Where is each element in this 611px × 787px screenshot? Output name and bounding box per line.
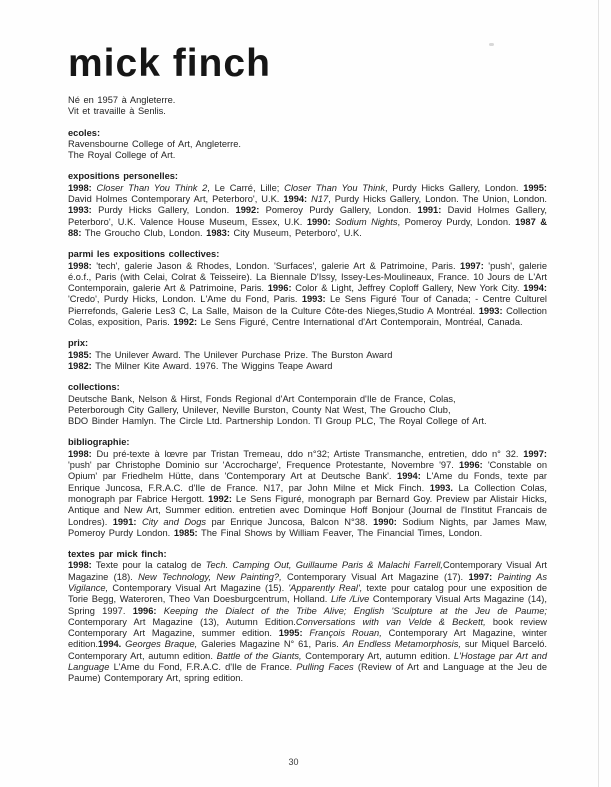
text-run: Contemporary Art Magazine, winter edition. — [68, 628, 547, 650]
title-run: Tech. Camping Out, Guillaume Paris & Malachi Farrell, — [205, 560, 444, 571]
text-run: book review Contemporary Art Magazine, summer edition. — [68, 616, 548, 639]
year-run: 1994: — [283, 194, 308, 205]
section-heading-expositions-collectives: parmi les expositions collectives: — [68, 249, 220, 260]
section-paragraph — [68, 449, 547, 539]
text-run: Contemporary Visual Art Magazine (15). — [108, 582, 289, 593]
text-run: Color & Light, Jeffrey Coploff Gallery, New York City. — [291, 283, 524, 294]
title-run: Battle of the Giants, — [216, 650, 302, 661]
text-run: The Groucho Club, London. — [81, 227, 207, 238]
text-run: par Enrique Juncosa, Balcon N°38. — [206, 516, 374, 527]
year-run: 1998: — [68, 448, 92, 459]
text-run: L'Ame du Fonds, texte par Enrique Juncosa, F.R.A.C. d'Ile de France. N17, par John Milne et Mick Finch. — [68, 471, 547, 493]
section-ecoles — [68, 128, 547, 162]
title-run: N17 — [311, 194, 329, 205]
section-paragraph — [68, 139, 547, 150]
year-run: 1994: — [397, 471, 421, 482]
text-run: La Collection Colas, monograph par Fabrice Hergott. — [68, 482, 548, 504]
year-run: 1991: — [417, 205, 442, 216]
text-run: Sodium Nights, par James Maw, Pomeroy Purdy London. — [68, 516, 547, 538]
year-run: 1994. — [97, 639, 122, 650]
year-run: 1996: — [267, 283, 292, 294]
text-run: , Purdy Hicks Gallery, London. — [384, 182, 524, 193]
text-run: Galeries Magazine N° 61, Paris. — [197, 639, 343, 650]
sections — [68, 128, 547, 685]
text-run: sur Miquel Barceló. Contemporary Art, autumn edition. — [68, 639, 548, 661]
year-run: 1990: — [306, 216, 331, 227]
text-run: L'Ame du Fond, F.R.A.C. d'Ile de France. — [109, 662, 297, 673]
section-paragraph — [68, 560, 547, 684]
intro-line-residence: Vit et travaille à Senlis. — [68, 106, 166, 117]
year-run: 1995: — [278, 628, 303, 639]
year-run: 1993. — [429, 482, 453, 493]
text-run: Du pré-texte à lœvre par Tristan Tremeau, ddo n°32; Artiste Transmanche, entretien, ddo n° 32. — [91, 448, 524, 459]
section-textes-par-mick-finch — [68, 549, 547, 685]
year-run: 1992: — [208, 493, 232, 504]
text-run: 'push', galerie é.o.f., Paris (with Celai, Colrat & Teisseire). La Biennale D'Issy, Issey-Les-Moulineaux, France. 10 Jours de L'Art Contemporain, galerie Art & Patrimoine, Paris. — [68, 260, 547, 294]
year-run: 1996: — [458, 460, 483, 471]
year-run: 1985: — [173, 527, 198, 538]
section-paragraph — [68, 261, 547, 329]
text-run: Le Sens Figuré, monograph par Bernard Goy. Preview par Alistair Hicks, Antique and New Art, Summer edition. entretien avec Dominque Hoff Bonjour (Journal de l'Institut Francais de Londres). — [68, 493, 548, 527]
text-run: Pomeroy Purdy Gallery, London. — [259, 205, 418, 216]
section-expositions-personelles — [68, 171, 547, 239]
text-run: Le Sens Figuré Tour of Canada; - Centre Culturel Pierrefonds, Galerie Les3 C, La Salle, Maison de la Culture Côte-des Nieges,Studio A Montréal. — [68, 294, 547, 316]
section-expositions-collectives — [68, 249, 547, 328]
section-paragraph — [68, 416, 547, 427]
year-run: 1998: — [68, 560, 92, 571]
title-run: Conversations with van Velde & Beckett, — [295, 616, 486, 627]
text-run — [156, 606, 163, 616]
section-paragraph — [68, 405, 547, 416]
text-run: (Review of Art and Language at the Jeu de Paume) Contemporary Art, spring edition. — [68, 662, 547, 684]
title-run: Georges Braque, — [125, 639, 198, 650]
title-run: Keeping the Dialect of the Tribe Alive; English 'Sculpture at the Jeu de Paume; — [163, 605, 547, 616]
section-paragraph — [68, 350, 547, 361]
section-heading-ecoles: ecoles: — [68, 127, 101, 138]
text-run: Le Sens Figuré, Centre International d'Art Contemporain, Montréal, Canada. — [197, 317, 523, 328]
title-run: City and Dogs — [141, 516, 207, 527]
intro-block — [68, 95, 547, 118]
text-run: Contemporary Art Magazine (13), Autumn Edition. — [68, 616, 296, 627]
intro-line-birth: Né en 1957 à Angleterre. — [68, 95, 176, 105]
text-run: , Le Carré, Lille; — [207, 182, 285, 193]
text-run: BDO Binder Hamlyn. The Circle Ltd. Partnership London. TI Group PLC, The Royal College of Art. — [68, 416, 487, 427]
text-run: Contemporary Visual Art Magazine (18). — [68, 560, 547, 582]
title-run: New Technology, New Painting?, — [138, 571, 282, 582]
section-heading-textes-par-mick-finch: textes par mick finch: — [68, 549, 167, 560]
year-run: 1991: — [112, 516, 137, 527]
year-run: 1998: — [68, 182, 92, 193]
year-run: 1997: — [460, 260, 484, 271]
text-run: 'tech', galerie Jason & Rhodes, London. 'Surfaces', galerie Art & Patrimoine, Paris. — [91, 260, 461, 271]
section-bibliographie — [68, 437, 547, 539]
year-run: 1996: — [132, 605, 157, 616]
page-number: 30 — [288, 757, 299, 767]
title-run: An Endless Metamorphosis, — [342, 639, 461, 650]
section-paragraph — [68, 394, 547, 405]
text-run: texte pour catalog pour une exposition de Torie Begg, Wateroren, Theo Van Doesburgcentrum, Holland. — [68, 582, 547, 605]
section-prix — [68, 338, 547, 372]
text-run: Contemporary Visual Arts Magazine (14), Spring 1997. — [68, 594, 547, 616]
text-run: Collection Colas, exposition, Paris. — [68, 305, 547, 328]
title-run: Sodium Nights — [335, 216, 398, 227]
section-heading-collections: collections: — [68, 382, 120, 393]
year-run: 1993: — [478, 305, 503, 316]
year-run: 1987 & 88: — [68, 216, 547, 238]
text-run: David Holmes Gallery, Peterboro', U.K. Valence House Museum, Essex, U.K. — [68, 205, 548, 227]
text-run: Peterborough City Gallery, Unilever, Neville Burston, County Nat West, The Groucho Club, — [68, 404, 451, 415]
section-paragraph — [68, 361, 547, 372]
section-heading-bibliographie: bibliographie: — [68, 437, 130, 448]
scan-edge-artifact — [598, 0, 599, 787]
text-run: Deutsche Bank, Nelson & Hirst, Fonds Regional d'Art Contemporain d'Ile de France, Colas, — [68, 393, 456, 404]
text-run: City Museum, Peterboro', U.K. — [229, 227, 362, 238]
year-run: 1997: — [468, 571, 493, 582]
text-run: David Holmes Contemporary Art, Peterboro', U.K. — [68, 194, 284, 205]
text-run: , Purdy Hicks Gallery, London. The Union, London. — [328, 194, 548, 205]
text-run: The Final Shows by William Feaver, The Financial Times, London. — [197, 527, 483, 538]
title-run: Painting As Vigilance, — [68, 571, 547, 593]
text-run: 'Constable on Opium' par Friedhelm Hütte, dans 'Contemporary Art at Deutsche Bank'. — [68, 460, 547, 482]
text-run: Contemporary Art, autumn edition. — [301, 650, 454, 661]
section-heading-prix: prix: — [68, 338, 89, 349]
year-run: 1992: — [173, 317, 198, 328]
section-paragraph — [68, 183, 547, 239]
title-run: Closer Than You Think 2 — [96, 182, 208, 193]
year-run: 1983: — [206, 227, 230, 238]
section-heading-expositions-personelles: expositions personelles: — [68, 171, 179, 182]
title-run: 'Apparently Real', — [288, 582, 363, 593]
title-run: Closer Than You Think — [284, 182, 385, 193]
title-run: François Rouan, — [309, 628, 382, 639]
title-run: Life /Live — [331, 594, 370, 605]
title-run: Pulling Faces — [296, 662, 354, 673]
text-run: Purdy Hicks Gallery, London. — [91, 205, 236, 216]
text-run: Contemporary Visual Art Magazine (17). — [281, 571, 469, 582]
text-run: The Milner Kite Award. 1976. The Wiggins Teape Award — [91, 360, 333, 371]
text-run: Texte pour la catalog de — [91, 560, 206, 571]
year-run: 1994: — [523, 283, 547, 294]
text-run: , Pomeroy Purdy, London. — [397, 216, 516, 227]
year-run: 1998: — [68, 260, 92, 271]
year-run: 1982: — [68, 360, 92, 371]
year-run: 1992: — [235, 205, 260, 216]
text-run: Ravensbourne College of Art, Angleterre. — [68, 138, 241, 149]
page-title: mick finch — [68, 42, 271, 85]
year-run: 1985: — [68, 349, 92, 360]
text-run: 'Credo', Purdy Hicks, London. L'Ame du Fond, Paris. — [68, 294, 302, 305]
year-run: 1995: — [523, 182, 547, 193]
year-run: 1997: — [523, 448, 547, 459]
section-collections — [68, 382, 547, 427]
text-run: 'push' par Christophe Dominio sur 'Accrocharge', Frequence Protestante, Novembre '97. — [68, 460, 459, 471]
year-run: 1990: — [373, 516, 397, 527]
year-run: 1993: — [301, 294, 326, 305]
year-run: 1993: — [68, 205, 92, 216]
text-run: The Royal College of Art. — [68, 150, 176, 161]
text-run: The Unilever Award. The Unilever Purchase Prize. The Burston Award — [91, 349, 393, 360]
title-run: L'Hostage par Art and Language — [68, 650, 547, 673]
page-content — [68, 44, 547, 685]
section-paragraph — [68, 150, 547, 161]
